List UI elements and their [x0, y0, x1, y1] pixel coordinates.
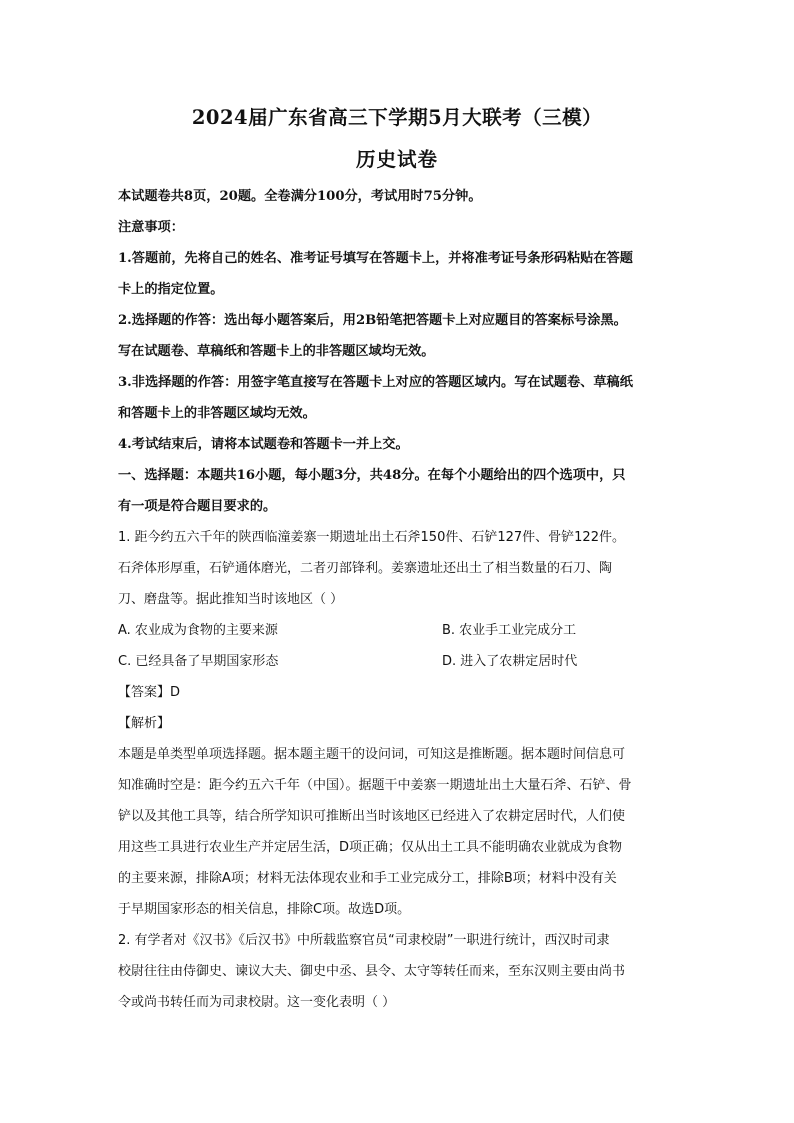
analysis-line: 本题是单类型单项选择题。据本题主题干的设问词，可知这是推断题。据本题时间信息可	[118, 747, 626, 762]
option-b: B. 农业手工业完成分工	[442, 623, 577, 638]
notice-line: 3.非选择题的作答：用签字笔直接写在答题卡上对应的答题区域内。写在试题卷、草稿纸	[118, 375, 633, 390]
question-1-stem: 石斧体形厚重，石铲通体磨光，二者刃部锋利。姜寨遗址还出土了相当数量的石刀、陶	[118, 561, 613, 576]
option-a: A. 农业成为食物的主要来源	[118, 623, 278, 638]
analysis-line: 于早期国家形态的相关信息，排除C项。故选D项。	[118, 902, 411, 917]
notice-line: 写在试题卷、草稿纸和答题卡上的非答题区域均无效。	[118, 344, 435, 359]
analysis-label: 【解析】	[118, 716, 171, 731]
option-c: C. 已经具备了早期国家形态	[118, 654, 279, 669]
section-heading: 一、选择题：本题共16小题，每小题3分，共48分。在每个小题给出的四个选项中，只	[118, 468, 626, 483]
question-2-stem: 2. 有学者对《汉书》《后汉书》中所载监察官员“司隶校尉”一职进行统计，西汉时司隶	[118, 933, 610, 948]
analysis-line: 用这些工具进行农业生产并定居生活，D项正确；仅从出土工具不能明确农业就成为食物	[118, 840, 623, 855]
question-1-options-row	[118, 646, 678, 677]
question-1-options-row	[118, 615, 678, 646]
exam-subject: 历史试卷	[355, 148, 438, 171]
notice-line: 4.考试结束后，请将本试题卷和答题卡一并上交。	[118, 437, 409, 452]
answer-label: 【答案】D	[118, 685, 181, 700]
notice-line: 1.答题前，先将自己的姓名、准考证号填写在答题卡上，并将准考证号条形码粘贴在答题	[118, 251, 633, 266]
question-2-stem: 校尉往往由侍御史、谏议大夫、御史中丞、县令、太守等转任而来，至东汉则主要由尚书	[118, 964, 626, 979]
question-1-stem: 刀、磨盘等。据此推知当时该地区（ ）	[118, 592, 344, 607]
analysis-line: 的主要来源，排除A项；材料无法体现农业和手工业完成分工，排除B项；材料中没有关	[118, 871, 617, 886]
question-2-stem: 令或尚书转任而为司隶校尉。这一变化表明（ ）	[118, 995, 396, 1010]
analysis-line: 铲以及其他工具等，结合所学知识可推断出当时该地区已经进入了农耕定居时代，人们使	[118, 809, 626, 824]
analysis-line: 知准确时空是：距今约五六千年（中国）。据题干中姜寨一期遗址出土大量石斧、石铲、骨	[118, 778, 632, 793]
notice-line: 2.选择题的作答：选出每小题答案后，用2B铅笔把答题卡上对应题目的答案标号涂黑。	[118, 313, 627, 328]
question-1-stem: 1. 距今约五六千年的陕西临潼姜寨一期遗址出土石斧150件、石铲127件、骨铲122件。	[118, 530, 625, 545]
exam-content	[118, 181, 678, 1018]
exam-intro: 本试题卷共8页，20题。全卷满分100分，考试用时75分钟。	[118, 189, 482, 204]
section-heading: 有一项是符合题目要求的。	[118, 499, 277, 514]
notice-heading: 注意事项：	[118, 220, 184, 235]
option-d: D. 进入了农耕定居时代	[442, 654, 578, 669]
exam-title: 2024届广东省高三下学期5月大联考（三模）	[191, 106, 603, 129]
notice-line: 和答题卡上的非答题区域均无效。	[118, 406, 316, 421]
notice-line: 卡上的指定位置。	[118, 282, 224, 297]
